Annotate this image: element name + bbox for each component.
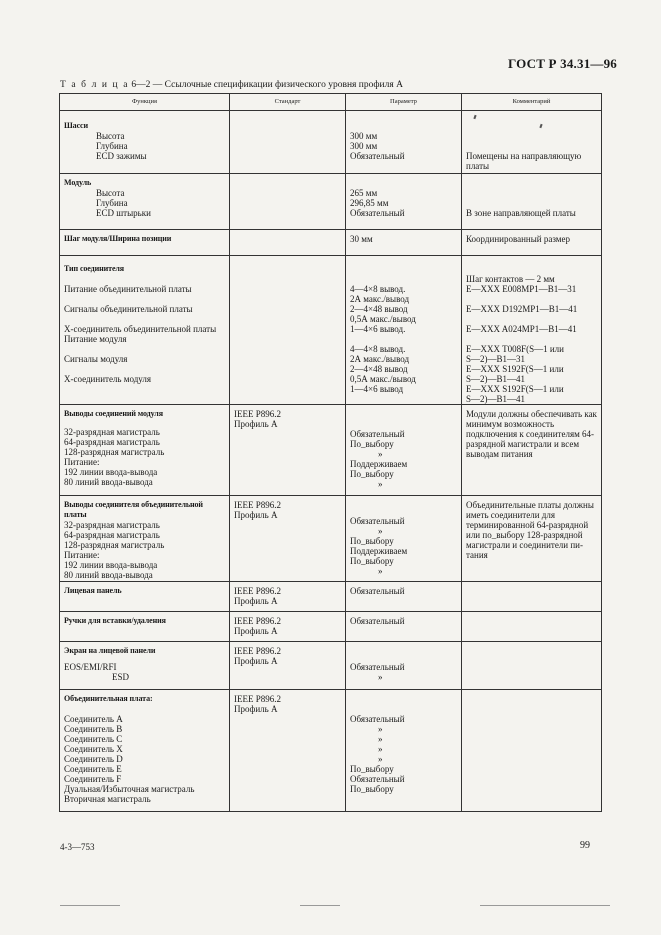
cell-standard: IEEE P896.2	[234, 409, 281, 419]
cell-comment: E—XXX A024MP1—B1—41	[466, 324, 577, 334]
cell-item: 128-разрядная магистраль	[64, 447, 165, 457]
cell-param: »	[378, 479, 383, 489]
cell-param: 296,85 мм	[350, 198, 389, 208]
row-title: Шаг модуля/Ширина позиции	[64, 234, 172, 243]
cell-comment: S—2)—B1—31	[466, 354, 526, 364]
cell-comment: E—XXX S192F(S—1 или	[466, 384, 564, 394]
cell-item: Глубина	[96, 198, 128, 208]
cell-item: Х-соединитель объединительной платы	[64, 324, 217, 334]
cell-param: »	[378, 672, 383, 682]
cell-param: »	[378, 566, 383, 576]
row-title: Тип соединителя	[64, 264, 125, 273]
cell-param: 1—4×6 вывод	[350, 384, 404, 394]
cell-param: Обязательный	[350, 616, 405, 626]
cell-item: Х-соединитель модуля	[64, 374, 152, 384]
cell-param: 300 мм	[350, 131, 378, 141]
table-row	[60, 612, 602, 642]
cell-item: ECD зажимы	[96, 151, 147, 161]
table-caption	[60, 80, 403, 90]
footer-code: 4-3—753	[60, 842, 95, 852]
caption-text: 6—2 — Ссылочные спецификации физического уровня профиля А	[129, 80, 403, 90]
cell-standard: Профиль А	[234, 510, 278, 520]
cell-item: 80 линий ввода-вывода	[64, 570, 153, 580]
cell-item: Питание объединительной платы	[64, 284, 192, 294]
cell-param: Поддерживаем	[350, 546, 408, 556]
cell-standard: Профиль А	[234, 626, 278, 636]
cell-comment: Координированный размер	[466, 234, 570, 244]
cell-item: 192 линии ввода-вывода	[64, 560, 158, 570]
cell-comment: Шаг контактов — 2 мм	[466, 274, 555, 284]
cell-param: По_выбору	[350, 469, 394, 479]
row-title: Выводы соединителя объединительной платы	[64, 500, 203, 519]
cell-param: 4—4×8 вывод.	[350, 284, 406, 294]
cell-standard: IEEE P896.2	[234, 586, 281, 596]
cell-param: Обязательный	[350, 774, 405, 784]
scan-line	[300, 905, 340, 906]
row-title: Шасси	[64, 121, 88, 130]
cell-param: 0,5А макс./вывод	[350, 314, 416, 324]
header-function: Функция	[60, 94, 230, 111]
cell-standard: IEEE P896.2	[234, 616, 281, 626]
cell-param: 2А макс./вывод	[350, 294, 410, 304]
table-row	[60, 230, 602, 256]
cell-item: Соединитель Х	[64, 744, 123, 754]
cell-param: 4—4×8 вывод.	[350, 344, 406, 354]
caption-prefix: Т а б л и ц а	[60, 80, 130, 90]
table-row	[60, 690, 602, 812]
cell-param: По_выбору	[350, 784, 394, 794]
cell-item: Соединитель Е	[64, 764, 122, 774]
cell-param: Обязательный	[350, 586, 405, 596]
cell-item: Соединитель А	[64, 714, 123, 724]
cell-param: По_выбору	[350, 556, 394, 566]
cell-item: Питание модуля	[64, 334, 127, 344]
table-row	[60, 405, 602, 496]
cell-param: »	[378, 734, 383, 744]
cell-item: Питание:	[64, 550, 100, 560]
cell-param: »	[378, 754, 383, 764]
cell-param: »	[378, 526, 383, 536]
cell-comment: E—XXX S192F(S—1 или	[466, 364, 564, 374]
scan-line	[480, 905, 610, 906]
row-title: Экран на лицевой панели	[64, 646, 156, 655]
cell-item: 80 линий ввода-вывода	[64, 477, 153, 487]
cell-comment: E—XXX D192MP1—B1—41	[466, 304, 578, 314]
table-row	[60, 582, 602, 612]
cell-item: Дуальная/Избыточная магистраль	[64, 784, 195, 794]
cell-param: 0,5А макс./вывод	[350, 374, 416, 384]
cell-comment: Объединительные платы должны иметь соединители для терминированной 64-разрядной или по_выбору 128-разрядной магистрали и соединители питания	[466, 500, 594, 560]
cell-standard: IEEE P896.2	[234, 694, 281, 704]
page-number: 99	[580, 840, 590, 851]
cell-item: Глубина	[96, 141, 128, 151]
row-title: Ручки для вставки/удаления	[64, 616, 166, 625]
cell-param: Обязательный	[350, 429, 405, 439]
cell-param: Обязательный	[350, 662, 405, 672]
cell-item: Соединитель В	[64, 724, 123, 734]
cell-comment: E—XXX T008F(S—1 или	[466, 344, 564, 354]
cell-param: Обязательный	[350, 516, 405, 526]
cell-param: Обязательный	[350, 208, 405, 218]
cell-param: По_выбору	[350, 439, 394, 449]
table-row	[60, 256, 602, 405]
scan-line	[60, 905, 120, 906]
cell-param: 1—4×6 вывод.	[350, 324, 406, 334]
cell-param: 2А макс./вывод	[350, 354, 410, 364]
table-row	[60, 111, 602, 174]
cell-item: Соединитель D	[64, 754, 123, 764]
row-title: Лицевая панель	[64, 586, 122, 595]
table-row	[60, 642, 602, 690]
cell-standard: Профиль А	[234, 656, 278, 666]
header-comment: Комментарий	[462, 94, 602, 111]
cell-param: 30 мм	[350, 234, 373, 244]
cell-param: Обязательный	[350, 714, 405, 724]
cell-standard: Профиль А	[234, 704, 278, 714]
header-row	[60, 94, 602, 111]
cell-param: »	[378, 724, 383, 734]
spec-table	[59, 93, 602, 812]
cell-item: ECD штырьки	[96, 208, 151, 218]
cell-item: Высота	[96, 131, 125, 141]
cell-comment: Модули должны обеспечивать как минимум возможность подключения к соединителям 64-разрядной магистрали и всем выводам питания	[466, 409, 597, 459]
cell-item: Соединитель С	[64, 734, 123, 744]
cell-param: »	[378, 744, 383, 754]
cell-item: Сигналы модуля	[64, 354, 128, 364]
cell-comment: E—XXX E008MP1—B1—31	[466, 284, 577, 294]
cell-item: 64-разрядная магистраль	[64, 530, 160, 540]
cell-comment: S—2)—B1—41	[466, 374, 526, 384]
cell-item: Питание:	[64, 457, 100, 467]
cell-standard: Профиль А	[234, 596, 278, 606]
cell-standard: IEEE P896.2	[234, 646, 281, 656]
header-parameter: Параметр	[346, 94, 462, 111]
table-row	[60, 174, 602, 230]
cell-param: »	[378, 449, 383, 459]
cell-param: 2—4×48 вывод	[350, 304, 408, 314]
cell-comment: S—2)—B1—41	[466, 394, 526, 404]
cell-comment: В зоне направляющей платы	[466, 208, 576, 218]
cell-item: Высота	[96, 188, 125, 198]
table-row	[60, 496, 602, 582]
row-title: Модуль	[64, 178, 92, 187]
cell-standard: IEEE P896.2	[234, 500, 281, 510]
cell-param: 265 мм	[350, 188, 378, 198]
cell-item: Вторичная магистраль	[64, 794, 151, 804]
cell-param: 300 мм	[350, 141, 378, 151]
cell-param: По_выбору	[350, 536, 394, 546]
row-title: Выводы соединений модуля	[64, 409, 163, 418]
cell-param: 2—4×48 вывод	[350, 364, 408, 374]
header-standard: Стандарт	[230, 94, 346, 111]
cell-item: 192 линии ввода-вывода	[64, 467, 158, 477]
cell-item: 128-разрядная магистраль	[64, 540, 165, 550]
cell-standard: Профиль А	[234, 419, 278, 429]
cell-item: EOS/EMI/RFI	[64, 662, 117, 672]
cell-comment: Помещены на направляющую платы	[466, 151, 582, 171]
cell-param: Обязательный	[350, 151, 405, 161]
cell-item: 32-разрядная магистраль	[64, 520, 160, 530]
row-title: Объединительная плата:	[64, 694, 153, 703]
cell-item: ESD	[112, 672, 130, 682]
cell-item: Соединитель F	[64, 774, 122, 784]
cell-param: По_выбору	[350, 764, 394, 774]
cell-param: Поддерживаем	[350, 459, 408, 469]
cell-item: 64-разрядная магистраль	[64, 437, 160, 447]
cell-item: Сигналы объединительной платы	[64, 304, 193, 314]
standard-number: ГОСТ Р 34.31—96	[508, 56, 617, 71]
cell-item: 32-разрядная магистраль	[64, 427, 160, 437]
